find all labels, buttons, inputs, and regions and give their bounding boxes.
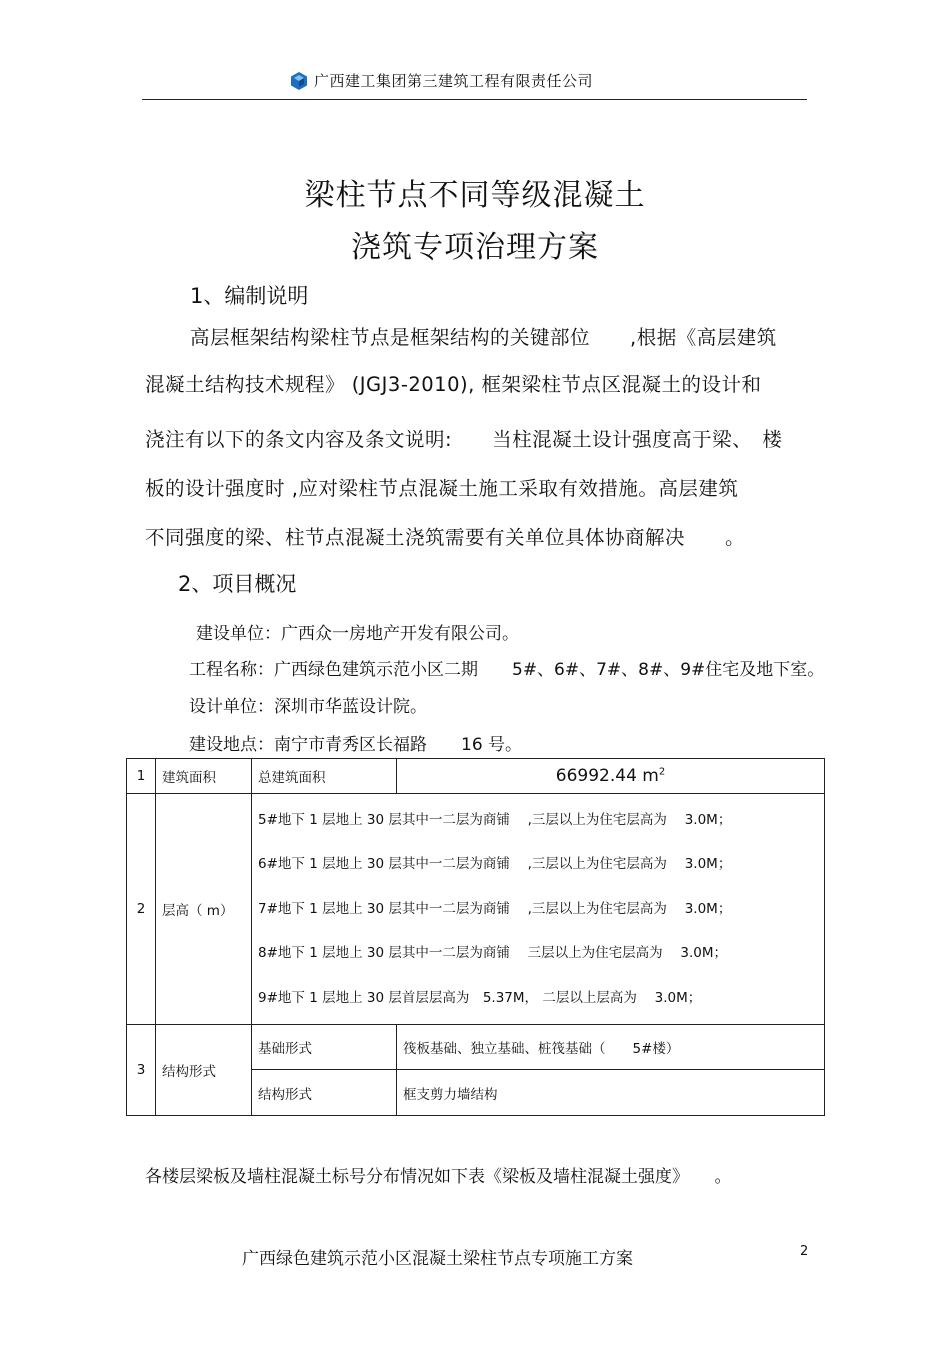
section1-line: 高层框架结构梁柱节点是框架结构的关键部位 ,根据《高层建筑 bbox=[190, 326, 777, 349]
floor-height-details bbox=[252, 794, 825, 1025]
row-item: 建筑面积 bbox=[156, 759, 252, 794]
page-footer: 广西绿色建筑示范小区混凝土梁柱节点专项施工方案 bbox=[242, 1249, 633, 1269]
header-divider bbox=[142, 99, 807, 100]
total-area-value bbox=[397, 759, 825, 794]
info-project-name: 工程名称：广西绿色建筑示范小区二期 5#、6#、7#、8#、9#住宅及地下室。 bbox=[189, 660, 825, 680]
row-item: 结构形式 bbox=[156, 1025, 252, 1116]
info-client: 建设单位：广西众一房地产开发有限公司。 bbox=[196, 624, 519, 644]
row-subitem: 总建筑面积 bbox=[252, 759, 397, 794]
table-row bbox=[127, 1025, 825, 1070]
info-location: 建设地点：南宁市青秀区长福路 16 号。 bbox=[189, 735, 523, 755]
section1-line: 混凝土结构技术规程》 (JGJ3-2010), 框架梁柱节点区混凝土的设计和 bbox=[145, 373, 762, 396]
area-unit-exponent: 2 bbox=[658, 766, 666, 778]
document-title-line1: 梁柱节点不同等级混凝土 bbox=[304, 178, 646, 213]
row-subitem: 基础形式 bbox=[252, 1025, 397, 1070]
row-number: 3 bbox=[127, 1025, 156, 1116]
floor-height-line: 9#地下 1 层地上 30 层首层层高为 5.37M， 二层以上层高为 3.0M； bbox=[258, 989, 702, 1006]
row-item: 层高（ m） bbox=[156, 794, 252, 1025]
section1-heading: 1、编制说明 bbox=[190, 284, 309, 308]
structure-type-value: 框支剪力墙结构 bbox=[397, 1070, 825, 1116]
table-reference-note: 各楼层梁板及墙柱混凝土标号分布情况如下表《梁板及墙柱混凝土强度》 。 bbox=[145, 1167, 732, 1187]
page-number: 2 bbox=[800, 1244, 809, 1259]
company-logo-icon bbox=[290, 72, 308, 90]
section1-line: 浇注有以下的条文内容及条文说明: 当柱混凝土设计强度高于梁、 楼 bbox=[145, 428, 783, 451]
company-name: 广西建工集团第三建筑工程有限责任公司 bbox=[314, 72, 594, 90]
floor-height-line: 7#地下 1 层地上 30 层其中一二层为商铺 ,三层以上为住宅层高为 3.0M； bbox=[258, 900, 732, 917]
foundation-type-value: 筏板基础、独立基础、桩筏基础（ 5#楼） bbox=[397, 1025, 825, 1070]
row-subitem: 结构形式 bbox=[252, 1070, 397, 1116]
floor-height-line: 6#地下 1 层地上 30 层其中一二层为商铺 ,三层以上为住宅层高为 3.0M； bbox=[258, 856, 732, 873]
row-number: 2 bbox=[127, 794, 156, 1025]
area-number: 66992.44 m bbox=[555, 766, 659, 786]
table-row bbox=[127, 759, 825, 794]
floor-height-line: 8#地下 1 层地上 30 层其中一二层为商铺 三层以上为住宅层高为 3.0M； bbox=[258, 945, 728, 962]
table-row bbox=[127, 794, 825, 1025]
project-overview-table bbox=[126, 758, 825, 1116]
page-header bbox=[0, 70, 950, 98]
section2-heading: 2、项目概况 bbox=[178, 572, 297, 596]
row-number: 1 bbox=[127, 759, 156, 794]
document-title-line2: 浇筑专项治理方案 bbox=[351, 230, 599, 265]
section1-line: 不同强度的梁、柱节点混凝土浇筑需要有关单位具体协商解决 。 bbox=[145, 526, 746, 549]
info-designer: 设计单位：深圳市华蓝设计院。 bbox=[189, 697, 427, 717]
section1-line: 板的设计强度时 ,应对梁柱节点混凝土施工采取有效措施。高层建筑 bbox=[145, 477, 739, 500]
floor-height-line: 5#地下 1 层地上 30 层其中一二层为商铺 ,三层以上为住宅层高为 3.0M； bbox=[258, 811, 732, 828]
